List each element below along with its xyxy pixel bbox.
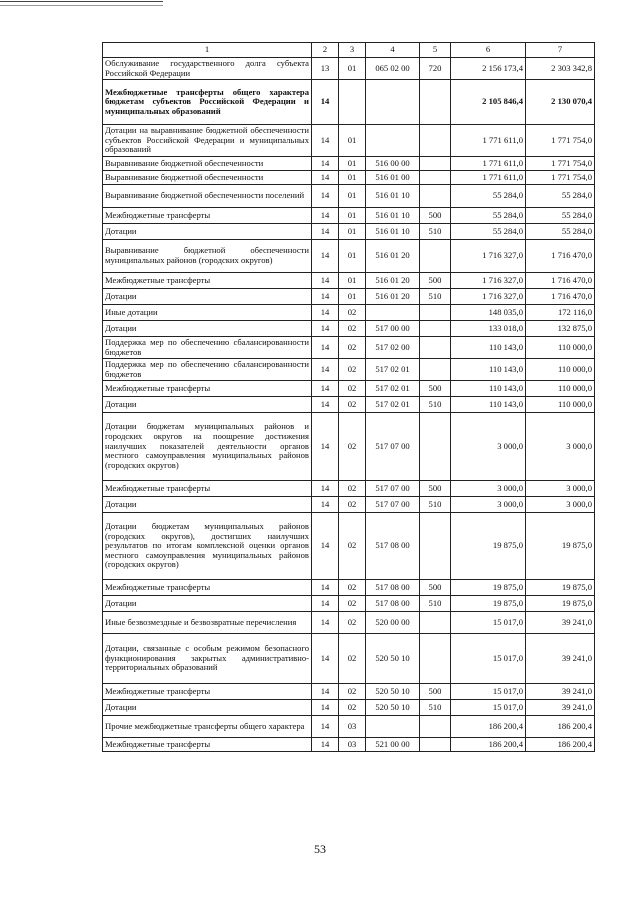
row-subsection: 01	[339, 171, 366, 185]
row-name: Дотации	[103, 596, 312, 612]
header-rule-secondary	[0, 5, 163, 6]
row-section: 14	[312, 513, 339, 580]
row-expense-type: 500	[420, 208, 451, 224]
row-subsection: 02	[339, 700, 366, 716]
row-expense-type	[420, 240, 451, 273]
table-header	[103, 43, 595, 58]
table-row	[103, 185, 595, 208]
table-row	[103, 58, 595, 80]
table-row	[103, 738, 595, 752]
table-row	[103, 305, 595, 321]
row-amount-year1: 110 143,0	[451, 359, 526, 381]
row-name: Выравнивание бюджетной обеспеченности	[103, 157, 312, 171]
table-row	[103, 413, 595, 481]
table-row	[103, 513, 595, 580]
row-subsection: 02	[339, 684, 366, 700]
row-target-code: 516 01 10	[366, 208, 420, 224]
row-amount-year1: 55 284,0	[451, 208, 526, 224]
row-amount-year2: 39 241,0	[526, 684, 595, 700]
row-amount-year1: 2 105 846,4	[451, 80, 526, 125]
row-amount-year1: 19 875,0	[451, 513, 526, 580]
table-row	[103, 321, 595, 337]
row-expense-type: 500	[420, 381, 451, 397]
row-amount-year1: 1 771 611,0	[451, 157, 526, 171]
row-amount-year2: 55 284,0	[526, 185, 595, 208]
row-amount-year2: 39 241,0	[526, 700, 595, 716]
page-number: 53	[314, 842, 326, 856]
table-row	[103, 634, 595, 684]
header-rule	[0, 1, 163, 2]
row-section: 14	[312, 208, 339, 224]
row-name: Иные безвозмездные и безвозвратные перечисления	[103, 612, 312, 634]
row-name: Поддержка мер по обеспечению сбалансированности бюджетов	[103, 359, 312, 381]
row-amount-year1: 1 716 327,0	[451, 289, 526, 305]
row-section: 13	[312, 58, 339, 80]
row-amount-year1: 110 143,0	[451, 397, 526, 413]
row-name: Иные дотации	[103, 305, 312, 321]
row-section: 14	[312, 612, 339, 634]
column-header-7: 7	[526, 43, 595, 58]
table-row	[103, 157, 595, 171]
row-subsection: 02	[339, 413, 366, 481]
row-amount-year2: 110 000,0	[526, 337, 595, 359]
row-subsection: 02	[339, 481, 366, 497]
row-expense-type	[420, 185, 451, 208]
row-expense-type: 510	[420, 497, 451, 513]
row-section: 14	[312, 305, 339, 321]
row-section: 14	[312, 321, 339, 337]
table-row	[103, 381, 595, 397]
row-amount-year2: 19 875,0	[526, 580, 595, 596]
row-amount-year2: 110 000,0	[526, 359, 595, 381]
row-amount-year2: 110 000,0	[526, 381, 595, 397]
row-subsection: 01	[339, 240, 366, 273]
row-target-code: 516 01 20	[366, 240, 420, 273]
row-subsection: 01	[339, 208, 366, 224]
row-amount-year1: 15 017,0	[451, 612, 526, 634]
row-section: 14	[312, 497, 339, 513]
row-expense-type: 510	[420, 289, 451, 305]
row-target-code: 517 08 00	[366, 513, 420, 580]
row-name: Поддержка мер по обеспечению сбалансированности бюджетов	[103, 337, 312, 359]
row-name: Выравнивание бюджетной обеспеченности	[103, 171, 312, 185]
row-subsection: 02	[339, 337, 366, 359]
row-name: Дотации	[103, 224, 312, 240]
row-name: Межбюджетные трансферты	[103, 381, 312, 397]
row-amount-year1: 133 018,0	[451, 321, 526, 337]
row-name: Межбюджетные трансферты	[103, 738, 312, 752]
row-target-code: 516 01 00	[366, 171, 420, 185]
row-amount-year1: 15 017,0	[451, 634, 526, 684]
row-target-code	[366, 716, 420, 738]
column-header-6: 6	[451, 43, 526, 58]
row-subsection: 01	[339, 224, 366, 240]
row-section: 14	[312, 273, 339, 289]
row-name: Межбюджетные трансферты	[103, 481, 312, 497]
row-expense-type	[420, 305, 451, 321]
row-name: Дотации бюджетам муниципальных районов (городских округов), достигших наилучших результатов по итогам комплексной оценки органов местного самоуправления муниципальных районов (городских округов)	[103, 513, 312, 580]
row-target-code: 517 02 01	[366, 359, 420, 381]
row-name: Дотации	[103, 700, 312, 716]
row-expense-type: 720	[420, 58, 451, 80]
row-amount-year2: 55 284,0	[526, 208, 595, 224]
row-target-code: 521 00 00	[366, 738, 420, 752]
row-expense-type	[420, 337, 451, 359]
row-amount-year1: 3 000,0	[451, 497, 526, 513]
row-amount-year2: 39 241,0	[526, 612, 595, 634]
row-subsection: 02	[339, 634, 366, 684]
row-target-code: 517 02 01	[366, 397, 420, 413]
row-name: Межбюджетные трансферты	[103, 273, 312, 289]
row-subsection: 01	[339, 157, 366, 171]
row-target-code: 517 02 01	[366, 381, 420, 397]
row-amount-year2: 19 875,0	[526, 513, 595, 580]
row-name: Межбюджетные трансферты	[103, 208, 312, 224]
row-amount-year2: 1 716 470,0	[526, 273, 595, 289]
row-section: 14	[312, 738, 339, 752]
row-name: Дотации	[103, 397, 312, 413]
row-target-code: 520 00 00	[366, 612, 420, 634]
table-row	[103, 359, 595, 381]
row-name: Дотации бюджетам муниципальных районов и городских округов на поощрение достижения наилучших показателей деятельности органов местного самоуправления муниципальных районов (городских округов)	[103, 413, 312, 481]
table-row	[103, 273, 595, 289]
row-expense-type: 500	[420, 273, 451, 289]
row-amount-year2: 19 875,0	[526, 596, 595, 612]
row-target-code: 517 08 00	[366, 580, 420, 596]
row-name: Обслуживание государственного долга субъекта Российской Федерации	[103, 58, 312, 80]
row-target-code: 517 07 00	[366, 481, 420, 497]
row-subsection: 02	[339, 305, 366, 321]
row-target-code: 516 01 20	[366, 273, 420, 289]
row-expense-type: 510	[420, 700, 451, 716]
row-target-code: 516 01 20	[366, 289, 420, 305]
row-subsection: 02	[339, 321, 366, 337]
row-amount-year2: 3 000,0	[526, 497, 595, 513]
row-section: 14	[312, 125, 339, 157]
row-section: 14	[312, 596, 339, 612]
row-amount-year1: 1 716 327,0	[451, 240, 526, 273]
row-amount-year2: 1 771 754,0	[526, 157, 595, 171]
row-subsection: 02	[339, 612, 366, 634]
table-row	[103, 700, 595, 716]
row-amount-year2: 1 771 754,0	[526, 125, 595, 157]
row-subsection: 02	[339, 397, 366, 413]
row-target-code: 517 02 00	[366, 337, 420, 359]
row-name: Дотации	[103, 321, 312, 337]
row-subsection: 02	[339, 381, 366, 397]
row-section: 14	[312, 171, 339, 185]
row-amount-year1: 1 771 611,0	[451, 125, 526, 157]
row-expense-type: 510	[420, 596, 451, 612]
row-target-code	[366, 125, 420, 157]
row-target-code: 520 50 10	[366, 684, 420, 700]
row-section: 14	[312, 481, 339, 497]
row-name: Дотации, связанные с особым режимом безопасного функционирования закрытых административно-территориальных образований	[103, 634, 312, 684]
column-header-1: 1	[103, 43, 312, 58]
table-row	[103, 716, 595, 738]
table-row	[103, 596, 595, 612]
row-target-code: 516 01 10	[366, 185, 420, 208]
row-section: 14	[312, 700, 339, 716]
row-amount-year2: 39 241,0	[526, 634, 595, 684]
row-name: Межбюджетные трансферты	[103, 580, 312, 596]
table-row	[103, 289, 595, 305]
row-name: Межбюджетные трансферты	[103, 684, 312, 700]
row-name: Прочие межбюджетные трансферты общего характера	[103, 716, 312, 738]
row-section: 14	[312, 185, 339, 208]
column-header-3: 3	[339, 43, 366, 58]
row-expense-type: 500	[420, 580, 451, 596]
row-subsection: 01	[339, 58, 366, 80]
row-name: Выравнивание бюджетной обеспеченности поселений	[103, 185, 312, 208]
row-amount-year1: 3 000,0	[451, 413, 526, 481]
row-section: 14	[312, 337, 339, 359]
row-subsection: 01	[339, 185, 366, 208]
row-subsection: 02	[339, 513, 366, 580]
row-target-code: 517 00 00	[366, 321, 420, 337]
row-target-code: 516 00 00	[366, 157, 420, 171]
row-amount-year1: 15 017,0	[451, 684, 526, 700]
table-row	[103, 125, 595, 157]
row-target-code	[366, 305, 420, 321]
column-header-4: 4	[366, 43, 420, 58]
row-expense-type	[420, 321, 451, 337]
row-section: 14	[312, 240, 339, 273]
row-section: 14	[312, 381, 339, 397]
row-expense-type: 510	[420, 224, 451, 240]
row-expense-type	[420, 612, 451, 634]
row-amount-year1: 186 200,4	[451, 738, 526, 752]
row-amount-year1: 19 875,0	[451, 596, 526, 612]
row-amount-year1: 2 156 173,4	[451, 58, 526, 80]
row-amount-year2: 132 875,0	[526, 321, 595, 337]
row-amount-year1: 186 200,4	[451, 716, 526, 738]
row-section: 14	[312, 397, 339, 413]
table-row	[103, 224, 595, 240]
row-subsection: 02	[339, 359, 366, 381]
row-subsection: 01	[339, 273, 366, 289]
row-amount-year1: 148 035,0	[451, 305, 526, 321]
row-amount-year2: 172 116,0	[526, 305, 595, 321]
row-section: 14	[312, 289, 339, 305]
row-subsection: 02	[339, 497, 366, 513]
row-expense-type	[420, 716, 451, 738]
row-target-code: 065 02 00	[366, 58, 420, 80]
column-header-5: 5	[420, 43, 451, 58]
row-amount-year2: 186 200,4	[526, 716, 595, 738]
row-subsection: 03	[339, 716, 366, 738]
row-amount-year2: 110 000,0	[526, 397, 595, 413]
row-expense-type: 500	[420, 684, 451, 700]
row-expense-type: 500	[420, 481, 451, 497]
row-target-code: 516 01 10	[366, 224, 420, 240]
row-expense-type: 510	[420, 397, 451, 413]
row-amount-year1: 3 000,0	[451, 481, 526, 497]
table-row	[103, 497, 595, 513]
row-amount-year1: 1 716 327,0	[451, 273, 526, 289]
row-amount-year1: 55 284,0	[451, 185, 526, 208]
row-name: Дотации	[103, 497, 312, 513]
row-subsection	[339, 80, 366, 125]
row-target-code: 520 50 10	[366, 634, 420, 684]
row-section: 14	[312, 413, 339, 481]
row-amount-year1: 1 771 611,0	[451, 171, 526, 185]
table-row	[103, 240, 595, 273]
row-expense-type	[420, 359, 451, 381]
row-amount-year2: 2 130 070,4	[526, 80, 595, 125]
row-expense-type	[420, 513, 451, 580]
row-amount-year2: 55 284,0	[526, 224, 595, 240]
table-row	[103, 208, 595, 224]
row-amount-year1: 110 143,0	[451, 337, 526, 359]
row-amount-year1: 15 017,0	[451, 700, 526, 716]
row-expense-type	[420, 80, 451, 125]
row-subsection: 01	[339, 125, 366, 157]
row-subsection: 01	[339, 289, 366, 305]
row-subsection: 02	[339, 596, 366, 612]
row-amount-year1: 19 875,0	[451, 580, 526, 596]
row-name: Дотации на выравнивание бюджетной обеспеченности субъектов Российской Федерации и муниципальных образований	[103, 125, 312, 157]
row-expense-type	[420, 413, 451, 481]
budget-table	[102, 42, 595, 752]
row-expense-type	[420, 157, 451, 171]
row-target-code	[366, 80, 420, 125]
row-section: 14	[312, 157, 339, 171]
row-amount-year2: 186 200,4	[526, 738, 595, 752]
row-section: 14	[312, 634, 339, 684]
table-row	[103, 580, 595, 596]
table-row	[103, 684, 595, 700]
row-target-code: 520 50 10	[366, 700, 420, 716]
row-name: Дотации	[103, 289, 312, 305]
row-subsection: 02	[339, 580, 366, 596]
row-amount-year2: 1 716 470,0	[526, 240, 595, 273]
row-expense-type	[420, 634, 451, 684]
row-name: Выравнивание бюджетной обеспеченности муниципальных районов (городских округов)	[103, 240, 312, 273]
row-subsection: 03	[339, 738, 366, 752]
row-section: 14	[312, 580, 339, 596]
row-name: Межбюджетные трансферты общего характера бюджетам субъектов Российской Федерации и муниципальных образований	[103, 80, 312, 125]
table-row	[103, 80, 595, 125]
row-expense-type	[420, 125, 451, 157]
row-section: 14	[312, 716, 339, 738]
row-section: 14	[312, 684, 339, 700]
table-row	[103, 171, 595, 185]
row-amount-year2: 3 000,0	[526, 481, 595, 497]
column-header-2: 2	[312, 43, 339, 58]
row-target-code: 517 07 00	[366, 413, 420, 481]
table-row	[103, 337, 595, 359]
row-section: 14	[312, 224, 339, 240]
row-section: 14	[312, 359, 339, 381]
table-row	[103, 397, 595, 413]
row-expense-type	[420, 171, 451, 185]
row-section: 14	[312, 80, 339, 125]
row-amount-year2: 3 000,0	[526, 413, 595, 481]
row-amount-year2: 1 771 754,0	[526, 171, 595, 185]
row-expense-type	[420, 738, 451, 752]
row-amount-year1: 55 284,0	[451, 224, 526, 240]
row-amount-year2: 1 716 470,0	[526, 289, 595, 305]
row-target-code: 517 08 00	[366, 596, 420, 612]
row-amount-year1: 110 143,0	[451, 381, 526, 397]
table-row	[103, 612, 595, 634]
table-header-row	[103, 43, 595, 58]
table-row	[103, 481, 595, 497]
row-amount-year2: 2 303 342,8	[526, 58, 595, 80]
row-target-code: 517 07 00	[366, 497, 420, 513]
table-body	[103, 58, 595, 752]
